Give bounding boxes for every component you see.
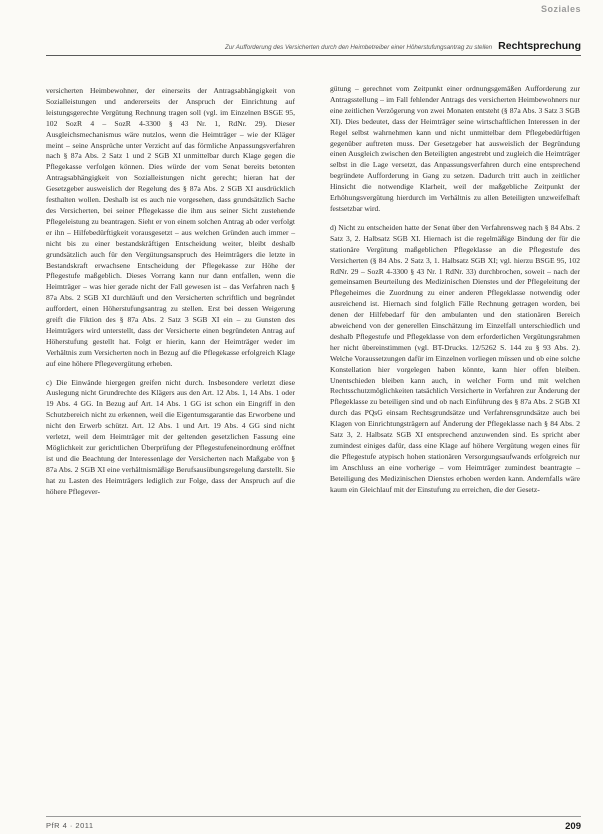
page-number: 209 (565, 821, 581, 832)
right-column (330, 84, 580, 504)
page-footer (46, 821, 581, 832)
running-title: Zur Aufforderung des Versicherten durch den Heimbetreiber einer Höherstufungsantrag zu stellen (225, 44, 493, 51)
section-tag: Soziales (540, 4, 581, 14)
header-rule (46, 55, 581, 56)
footer-rule (46, 816, 581, 817)
journal-section-title: Rechtsprechung (498, 40, 581, 52)
left-column (46, 86, 295, 506)
paragraph: c) Die Einwände hiergegen greifen nicht durch. Insbesondere verletzt diese Auslegung nicht Grundrechte des Klägers aus den Art. 12 Abs. 1, 14 Abs. 1 oder 19 Abs. 4 GG. In Bezug auf Art. 14 Abs. 1 GG ist schon ein Eingriff in den Schutzbereich nicht zu erkennen, weil die Eigentumsgarantie das Erworbene und nicht den Erwerb schützt. Art. 12 Abs. 1 und Art. 19 Abs. 4 GG sind nicht verletzt, weil dem Heimträger mit der geltenden gesetzlichen Fassung eine Möglichkeit zur gerichtlichen Überprüfung der Pflegestufeneinordnung eröffnet ist und die Beachtung der Interessenlage der Versicherten nach Maßgabe von § 87a Abs. 2 SGB XI eine verhältnismäßige Berufsausübungsregelung darstellt. Sie hat zu Lasten des Heimträgers lediglich zur Folge, dass der Anspruch auf die höhere Pflegever- (46, 377, 295, 496)
page-header (125, 40, 581, 52)
paragraph: versicherten Heimbewohner, der einerseits der Antragsabhängigkeit von Sozialleistungen und andererseits der Anspruch der Einrichtung auf leistungsgerechte Vergütung Rechnung tragen soll (vgl. im Einzelnen BSGE 95, 102 SozR 4 – SozR 4-3300 § 43 Nr. 1, RdNr. 29). Dieser Ausgleichsmechanismus wäre nutzlos, wenn die Heimträger – wie der Kläger meint – seine Ansprüche unter Verzicht auf das förmliche Anpassungsverfahren nach § 87a Abs. 2 Satz 1 und 2 SGB XI unmittelbar durch Klage gegen die Pflegekasse verfolgen können. Dies würde der vom Senat bereits betonten Antragsabhängigkeit von Sozialleistungen nicht gerecht; hieran hat der Gesetzgeber ausweislich der Regelung des § 87a Abs. 2 SGB XI ausdrücklich festhalten wollen. Deshalb ist es auch nie vorgesehen, dass grundsätzlich Sache des Versicherten, bei seiner Pflegekasse die ihm aus seiner Sicht zustehende Pflegeleistung zu beantragen. Sieht er von einem solchen Antrag ab oder verfolgt er ihn – Hilfebedürftigkeit vorausgesetzt – aus welchen Gründen auch immer – nicht bis zu einer bestandskräftigen Entscheidung weiter, bleibt deshalb grundsätzlich auch für den Vergütungsanspruch des Heimträgers die letzte in Bestandskraft erwachsene Entscheidung der Pflegekasse zur Höhe der Pflegestufe maßgeblich. Dieses Vorrang kann nur dann entfallen, wenn die Heimträger – was hier gerade nicht der Fall gewesen ist – das Verfahren nach § 87a Abs. 2 SGB XI durchläuft und den Versicherten schriftlich und begründet auffordert, einen Höherstufungsantrag zu stellen. Erst bei dessen Weigerung greift die Fiktion des § 87a Abs. 2 Satz 3 SGB XI ein – zu Gunsten des Heimträgers wird unterstellt, dass der Versicherte einen begründeten Antrag auf Höherstufung gestellt hat. Folgt er hierin, kann der Heimträger weder im Verhältnis zum Versicherten noch in Bezug auf die Pflegekasse erfolgreich Klage auf eine höhere Pflegevergütung erheben. (46, 86, 295, 368)
issue-label: PfR 4 · 2011 (46, 821, 94, 830)
paragraph: d) Nicht zu entscheiden hatte der Senat über den Verfahrensweg nach § 84 Abs. 2 Satz 3, 2. Halbsatz SGB XI. Hiernach ist die regelmäßige Bindung der für die stationäre Vergütung maßgeblichen Pflegeklasse an die Pflegestufe des Versicherten (§ 84 Abs. 2 Satz 3, 1. Halbsatz SGB XI; vgl. hierzu BSGE 95, 102 RdNr. 29 – SozR 4-3300 § 43 Nr. 1 RdNr. 33) durchbrochen, soweit – nach der gemeinsamen Beurteilung des Medizinischen Dienstes und der Pflegeleitung der Pflegeheimes die Zuordnung zu einer anderen Pflegeklasse notwendig oder ausreichend ist. Hiernach sind folglich Fälle Rechnung getragen worden, bei denen der Hilfebedarf für den ambulanten und den stationären Bereich abweichend von der generellen Einschätzung im Einzelfall unterschiedlich und deshalb Pflegestufe und Pflegeklasse von dem erforderlichen Vergütungsrahmen her nicht übereinstimmen (vgl. BT-Drucks. 12/5262 S. 144 zu § 93 Abs. 2). Welche Voraussetzungen dafür im Einzelnen vorliegen müssen und ob eine solche Konstellation hier vorgelegen haben könnte, kann hier offen bleiben. Unentschieden bleiben kann auch, in welcher Form und mit welchen Rechtsschutzmöglichkeiten tatsächlich Versicherte in Verfahren zur Änderung der Pflegeklasse zu beteiligen sind und ob nach Einführung des § 87a Abs. 2 SGB XI durch das PQsG einsam Rechtsgrundsätze und Verfahrensgrundsätze auch bei Klagen von Einrichtungsträgern auf Änderung der Pflegeklasse nach § 84 Abs. 2 Satz 3, 2. Halbsatz SGB XI entsprechend anzuwenden sind. Es spricht aber zumindest einiges dafür, dass eine Klage auf höhere Vergütung wegen eines für die Pflegestufe atypisch hohen stationären Versorgungsaufwands erfolgreich nur im Anschluss an eine vorherige – vom Heimträger zumindest beantragte – Beteiligung des Medizinischen Dienstes erhoben werden kann. Andernfalls wäre kaum ein Gleichlauf mit der Einstufung zu erreichen, die der Gesetz- (330, 222, 580, 494)
paragraph: gütung – gerechnet vom Zeitpunkt einer ordnungsgemäßen Aufforderung zur Antragsstellung – im Fall fehlender Antrags des versicherten Heimbewohners nur eine zeitlichen Verzögerung von zwei Monaten entsteht (§ 87a Abs. 3 Satz 3 SGB XI). Dies bedeutet, dass der Heimträger seine wirtschaftlichen Interessen in der Regel selbst wahrnehmen kann und nicht unmittelbar dem Pflegebedürftigen gegenüber auftreten muss. Der Gesetzgeber hat ausweislich der Begründung einen Ausgleich zwischen den Beteiligten angestrebt und zugleich die Heimträger selbst in die Lage versetzt, das Anpassungsverfahren durch eine entsprechend begründete Aufforderung in Gang zu setzen. Dadurch tritt auch in zeitlicher Hinsicht die notwendige Klarheit, weil der maßgebliche Zeitpunkt der Erhöhungsvergütung hierdurch im Verhältnis zu allen Beteiligten unzweifelhaft festsetzbar wird. (330, 84, 580, 213)
